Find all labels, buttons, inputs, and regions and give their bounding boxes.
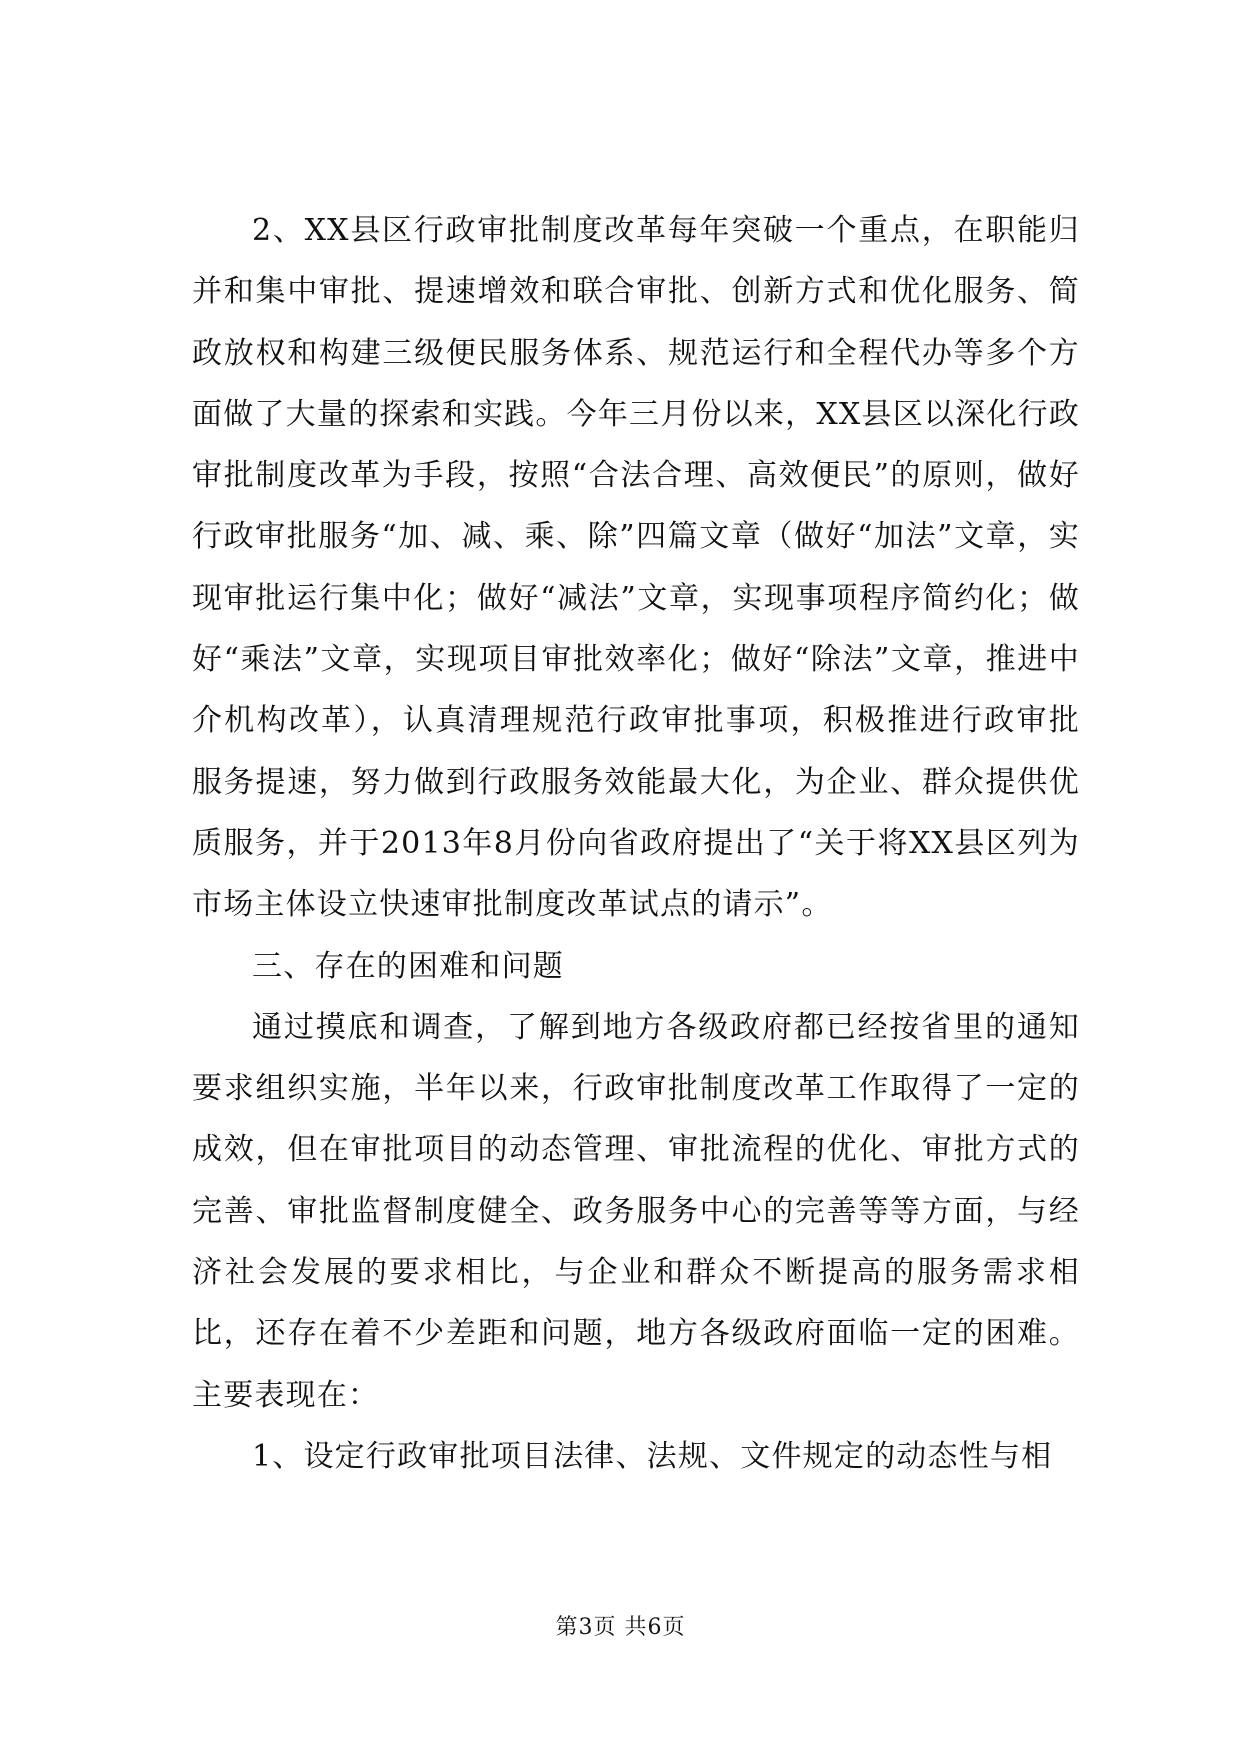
document-body	[192, 200, 1080, 1487]
section-heading-difficulties: 三、存在的困难和问题	[252, 948, 564, 984]
paragraph-reform-progress: 2、XX县区行政审批制度改革每年突破一个重点，在职能归并和集中审批、提速增效和联合审批、创新方式和优化服务、简政放权和构建三级便民服务体系、规范运行和全程代办等多个方面做了大量的探索和实践。今年三月份以来，XX县区以深化行政审批制度改革为手段，按照“合法合理、高效便民”的原则，做好行政审批服务“加、减、乘、除”四篇文章（做好“加法”文章，实现审批运行集中化；做好“减法”文章，实现事项程序简约化；做好“乘法”文章，实现项目审批效率化；做好“除法”文章，推进中介机构改革），认真清理规范行政审批事项，积极推进行政审批服务提速，努力做到行政服务效能最大化，为企业、群众提供优质服务，并于2013年8月份向省政府提出了“关于将XX县区列为市场主体设立快速审批制度改革试点的请示”。	[192, 213, 1080, 923]
page-footer: 第3页 共6页	[555, 1615, 686, 1640]
paragraph-item-1: 1、设定行政审批项目法律、法规、文件规定的动态性与相	[252, 1438, 1053, 1474]
paragraph-survey-findings: 通过摸底和调查，了解到地方各级政府都已经按省里的通知要求组织实施，半年以来，行政审批制度改革工作取得了一定的成效，但在审批项目的动态管理、审批流程的优化、审批方式的完善、审批监督制度健全、政务服务中心的完善等等方面，与经济社会发展的要求相比，与企业和群众不断提高的服务需求相比，还存在着不少差距和问题，地方各级政府面临一定的困难。主要表现在：	[192, 1009, 1080, 1413]
